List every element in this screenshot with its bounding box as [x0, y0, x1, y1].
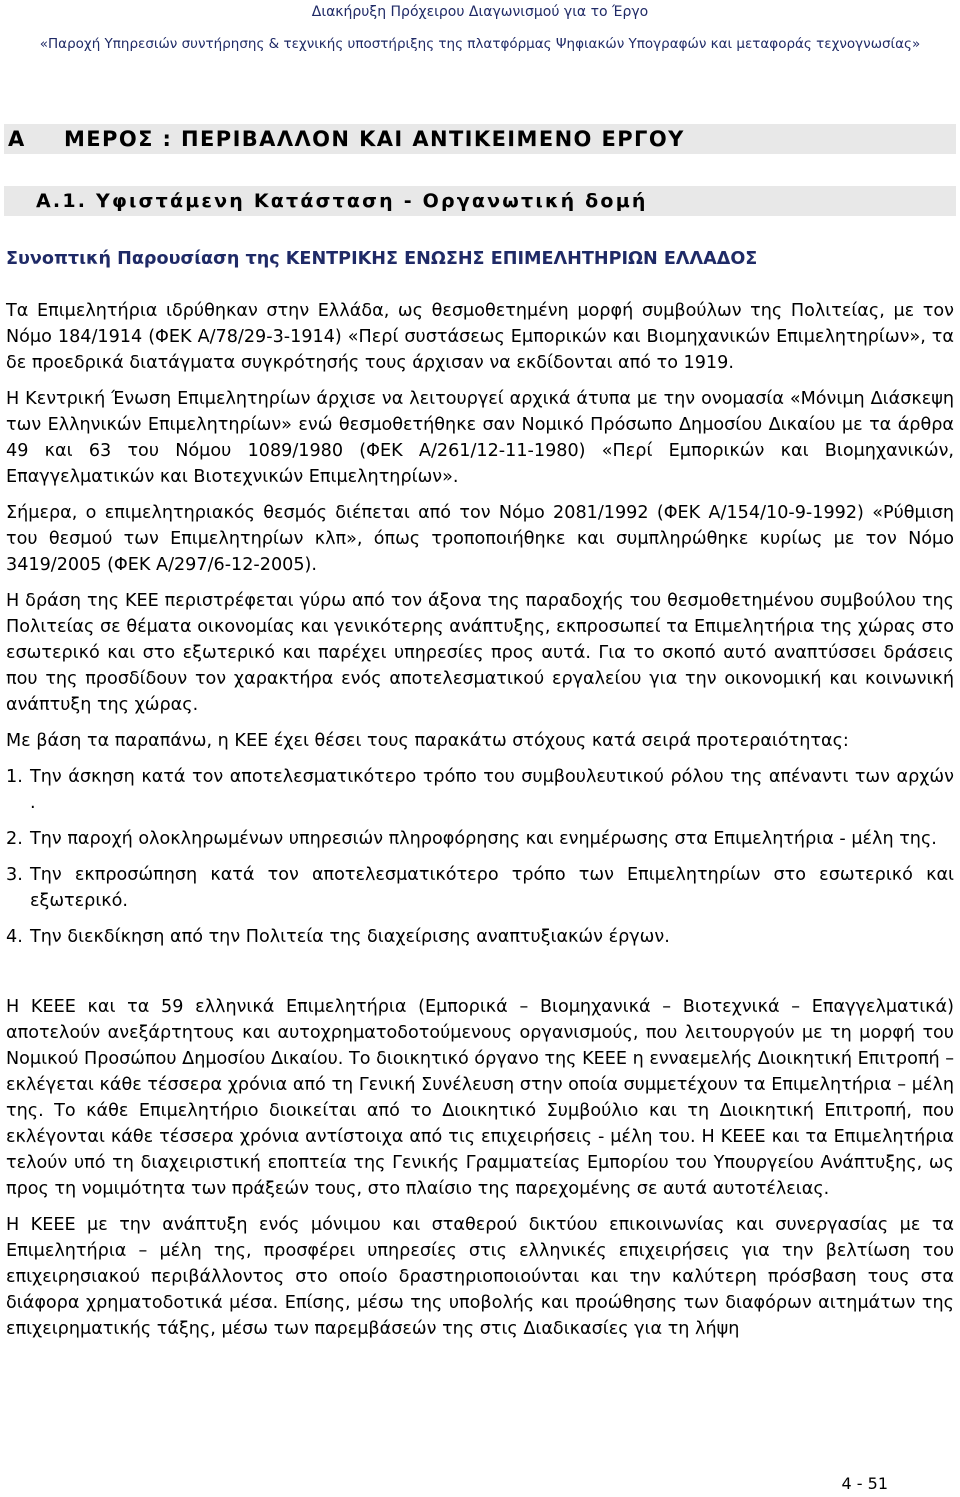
- page-number: 4 - 51: [841, 1474, 888, 1493]
- list-number: 1.: [6, 767, 23, 787]
- list-item: [6, 862, 954, 914]
- goals-list: [6, 764, 954, 950]
- section-heading-a1: [4, 186, 956, 216]
- list-item: [6, 764, 954, 816]
- paragraph: Η δράση της ΚΕΕ περιστρέφεται γύρω από τον άξονα της παραδοχής του θεσμοθετημένου συμβούλου της Πολιτείας σε θέματα οικονομίας και γενικότερης ανάπτυξης, εκπροσωπεί τα Επιμελητήρια της χώρας στο εσωτερικό και στο εξωτερικό και παρέχει υπηρεσίες προς αυτά. Για το σκοπό αυτό αναπτύσσει δράσεις που της προσδίδουν τον χαρακτήρα ενός αποτελεσματικού εργαλείου για την οικονομική και κοινωνική ανάπτυξη της χώρας.: [6, 591, 954, 715]
- list-text: Την άσκηση κατά τον αποτελεσματικότερο τρόπο του συμβουλευτικού ρόλου της απέναντι των αρχών .: [30, 767, 954, 813]
- paragraph: Η Κεντρική Ένωση Επιμελητηρίων άρχισε να λειτουργεί αρχικά άτυπα με την ονομασία «Μόνιμη Διάσκεψη των Ελληνικών Επιμελητηρίων» ενώ θεσμοθετήθηκε σαν Νομικό Πρόσωπο Δημοσίου Δικαίου με τα άρθρα 49 και 63 του Νόμου 1089/1980 (ΦΕΚ Α/261/12-11-1980) «Περί Εμπορικών και Βιομηχανικών, Επαγγελματικών και Βιοτεχνικών Επιμελητηρίων».: [6, 389, 954, 487]
- header-document-title: Διακήρυξη Πρόχειρου Διαγωνισμού για το Έργο: [311, 4, 649, 20]
- list-text: Την διεκδίκηση από την Πολιτεία της διαχείρισης αναπτυξιακών έργων.: [30, 927, 670, 947]
- header-project-title: «Παροχή Υπηρεσιών συντήρησης & τεχνικής υποστήριξης της πλατφόρμας Ψηφιακών Υπογραφών και μεταφοράς τεχνογνωσίας»: [39, 36, 921, 52]
- body-content: [6, 298, 954, 1352]
- paragraph: Με βάση τα παραπάνω, η ΚΕΕ έχει θέσει τους παρακάτω στόχους κατά σειρά προτεραιότητας:: [6, 731, 849, 751]
- list-number: 2.: [6, 829, 23, 849]
- paragraph: Η ΚΕΕΕ και τα 59 ελληνικά Επιμελητήρια (Εμπορικά – Βιομηχανικά – Βιοτεχνικά – Επαγγελματικά) αποτελούν ανεξάρτητους και αυτοχρηματοδοτούμενους οργανισμούς, που λειτουργούν με τη μορφή του Νομικού Προσώπου Δημοσίου Δικαίου. Το διοικητικό όργανο της ΚΕΕΕ η ενναεμελής Διοικητική Επιτροπή – εκλέγεται κάθε τέσσερα χρόνια από τη Γενική Συνέλευση στην οποία συμμετέχουν τα Επιμελητήρια – μέλη της. Το κάθε Επιμελητήριο διοικείται από το Διοικητικό Συμβούλιο και τη Διοικητική Επιτροπή, που εκλέγονται κάθε τέσσερα χρόνια αντίστοιχα από τις επιχειρήσεις - μέλη του. Η ΚΕΕΕ και τα Επιμελητήρια τελούν υπό τη διαχειριστική εποπτεία της Γενικής Γραμματείας Εμπορίου του Υπουργείου Ανάπτυξης, ως προς τη νομιμότητα των πράξεών τους, στο πλαίσιο της παρεχομένης σε αυτά αυτοτέλειας.: [6, 997, 954, 1199]
- list-item: [6, 924, 954, 950]
- list-number: 4.: [6, 927, 23, 947]
- paragraph: Σήμερα, ο επιμελητηριακός θεσμός διέπεται από τον Νόμο 2081/1992 (ΦΕΚ Α/154/10-9-1992) «Ρύθμιση του θεσμού των Επιμελητηρίων κλπ», όπως τροποποιήθηκε και συμπληρώθηκε κυρίως με τον Νόμο 3419/2005 (ΦΕΚ Α/297/6-12-2005).: [6, 503, 954, 575]
- section-title: ΜΕΡΟΣ : ΠΕΡΙΒΑΛΛΟΝ ΚΑΙ ΑΝΤΙΚΕΙΜΕΝΟ ΕΡΓΟΥ: [64, 127, 685, 151]
- spacer: [6, 960, 954, 994]
- list-item: [6, 826, 954, 852]
- section-number: Α.1.: [36, 190, 88, 212]
- list-text: Την παροχή ολοκληρωμένων υπηρεσιών πληροφόρησης και ενημέρωσης στα Επιμελητήρια - μέλη της.: [30, 829, 937, 849]
- section-heading-a: [4, 124, 956, 154]
- list-number: 3.: [6, 865, 23, 885]
- paragraph: Τα Επιμελητήρια ιδρύθηκαν στην Ελλάδα, ως θεσμοθετημένη μορφή συμβούλων της Πολιτείας, με τον Νόμο 184/1914 (ΦΕΚ Α/78/29-3-1914) «Περί συστάσεως Εμπορικών και Βιομηχανικών Επιμελητηρίων», τα δε προεδρικά διατάγματα συγκρότησής τους άρχισαν να εκδίδονται από το 1919.: [6, 301, 954, 373]
- paragraph: Η ΚΕΕΕ με την ανάπτυξη ενός μόνιμου και σταθερού δικτύου επικοινωνίας και συνεργασίας με τα Επιμελητήρια – μέλη της, προσφέρει υπηρεσίες στις ελληνικές επιχειρήσεις για την βελτίωση του επιχειρησιακού περιβάλλοντος στο οποίο δραστηριοποιούνται και την καλύτερη πρόσβαση τους στα διάφορα χρηματοδοτικά μέσα. Επίσης, μέσω της υποβολής και προώθησης των διαφόρων αιτημάτων της επιχειρηματικής τάξης, μέσω των παρεμβάσεών της στις Διαδικασίες για τη λήψη: [6, 1215, 954, 1339]
- section-letter: Α: [8, 127, 26, 151]
- section-title: Υφιστάμενη Κατάσταση - Οργανωτική δομή: [96, 190, 648, 212]
- list-text: Την εκπροσώπηση κατά τον αποτελεσματικότερο τρόπο των Επιμελητηρίων στο εσωτερικό και εξωτερικό.: [30, 865, 954, 911]
- subheading: Συνοπτική Παρουσίαση της ΚΕΝΤΡΙΚΗΣ ΕΝΩΣΗΣ ΕΠΙΜΕΛΗΤΗΡΙΩΝ ΕΛΛΑΔΟΣ: [6, 249, 758, 269]
